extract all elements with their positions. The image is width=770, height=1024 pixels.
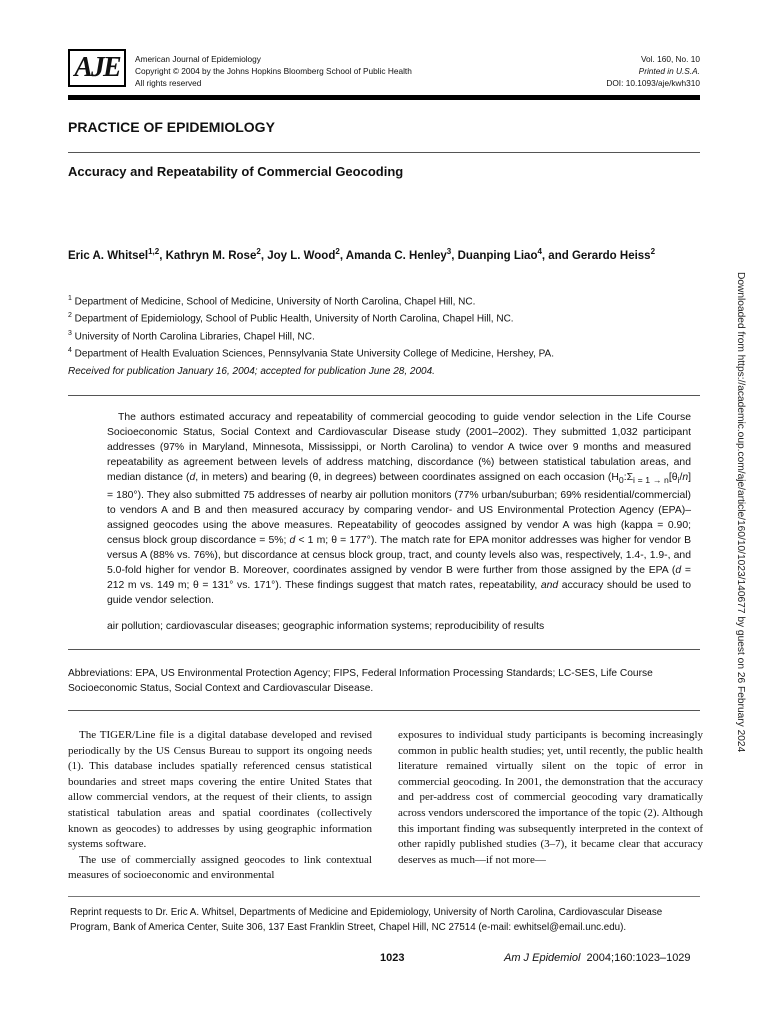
printed-location: Printed in U.S.A. [638, 66, 700, 76]
author-affiliation-marker: 2 [650, 247, 656, 256]
author-affiliation-marker: 3 [446, 247, 452, 256]
section-rule [68, 152, 700, 153]
author-affiliation-marker: 2 [335, 247, 340, 256]
journal-abbrev: Am J Epidemiol [504, 952, 581, 964]
journal-logo [68, 49, 126, 87]
abstract-text: The authors estimated accuracy and repeatability of commercial geocoding to guide vendor selection in the Life Course Socioeconomic Status, Social Context and Cardiovascular Disease study (2001–2002). They submitted 1,032 participant addresses (97% in Maryland, Minnesota, Mississippi, or North Carolina) to vendor A twice over 9 months and measured repeatability as agreement between levels of address matching, discordance (%) between statistical tabulation areas, and median distance (d, in meters) and bearing (θ, in degrees) between coordinates assigned on each occasion $(H_0:\Sigma_{i = 1 \to n}[\theta_i/n] = 180^\circ)$. They also submitted 75 addresses of nearby air pollution monitors (77% urban/suburban; 69% residential/commercial) to vendors A and B and then measured accuracy by comparing vendor- and US Environmental Protection Agency (EPA)–assigned geocodes using the above measures. Repeatability of geocodes assigned by vendor A was high (kappa = 0.90; census block group discordance = 5%; d < 1 m; θ = 177°). The match rate for EPA monitor addresses was higher for vendor B versus A (88% vs. 76%), but discordance at census block group, tract, and county levels also was, respectively, 1.4-, 1.9-, and 5.0-fold higher for vendor B. Moreover, coordinates assigned by vendor B were further from those assigned by the EPA (d = 212 m vs. 149 m; θ = 131° vs. 171°). These findings suggest that match rates, repeatability, and accuracy should be used to guide vendor selection. [107, 412, 692, 607]
download-watermark-text[interactable]: Downloaded from https://academic.oup.com/aje/article/160/10/1023/140677 by guest on 26 February 2024 [735, 272, 746, 753]
abstract-bottom-rule [68, 649, 700, 650]
abstract-top-rule [68, 395, 700, 396]
abbrev-rule [68, 710, 700, 711]
author-name: Gerardo Heiss [571, 249, 651, 262]
author-affiliation-marker: 4 [537, 247, 542, 256]
section-title: PRACTICE OF EPIDEMIOLOGY [68, 119, 275, 135]
author-name: Eric A. Whitsel [68, 249, 149, 262]
affiliation-text: Department of Epidemiology, School of Public Health, University of North Carolina, Chapel Hill, NC. [71, 313, 514, 325]
body-column-right [398, 728, 703, 868]
author-name: Amanda C. Henley [345, 249, 447, 262]
reprint-rule [68, 896, 700, 897]
body-column-left [68, 728, 372, 884]
body-paragraph: The TIGER/Line file is a digital database developed and revised periodically by the US Census Bureau to support its ongoing needs (1). This database includes spatially referenced census statistical boundaries and street maps covering the entire United States that allow commercial vendors, at the request of their clients, to assign statistical tabulation areas and spatial coordinates (collectively known as geocodes) to addresses by using geographic information systems software. [68, 729, 372, 851]
affiliation-text: Department of Health Evaluation Sciences, Pennsylvania State University College of Medicine, Hershey, PA. [71, 348, 554, 360]
journal-header-right [606, 53, 700, 89]
affiliation-list [68, 292, 554, 361]
download-watermark [730, 272, 752, 756]
doi[interactable]: DOI: 10.1093/aje/kwh310 [606, 78, 700, 88]
affiliation-text: University of North Carolina Libraries, Chapel Hill, NC. [71, 330, 315, 342]
affiliation-number: 4 [68, 346, 72, 354]
author-name: Duanping Liao [457, 249, 538, 262]
keywords: air pollution; cardiovascular diseases; geographic information systems; reproducibility of results [107, 621, 545, 632]
rights-line: All rights reserved [135, 78, 202, 88]
affiliation-number: 1 [68, 295, 72, 302]
body-paragraph: The use of commercially assigned geocodes to link contextual measures of socioeconomic and environmental [68, 853, 372, 882]
affiliation-item [68, 344, 554, 361]
journal-logo-text: AJE [74, 52, 120, 83]
copyright-line: Copyright © 2004 by the Johns Hopkins Bloomberg School of Public Health [135, 66, 412, 76]
author-affiliation-marker: 1,2 [148, 247, 160, 256]
author-name: Kathryn M. Rose [165, 249, 257, 262]
page-number: 1023 [380, 952, 405, 964]
author-list: Eric A. Whitsel$^{1,2}$, Kathryn M. Rose$^2$, Joy L. Wood$^2$, Amanda C. Henley$^3$, Duanping Liao$^4$, and Gerardo Heiss$^2$ [68, 247, 656, 262]
author-affiliation-marker: 2 [256, 247, 261, 256]
article-title: Accuracy and Repeatability of Commercial Geocoding [68, 164, 404, 179]
journal-header-left [135, 53, 412, 89]
affiliation-item [68, 327, 554, 344]
abstract [107, 410, 691, 608]
header-rule [68, 95, 700, 100]
reprint-request: Reprint requests to Dr. Eric A. Whitsel, Departments of Medicine and Epidemiology, University of North Carolina, Cardiovascular Disease Program, Bank of America Center, Suite 306, 137 East Franklin Street, Chapel Hill, NC 27514 (e-mail: ewhitsel@email.unc.edu). [70, 907, 663, 933]
footer-citation [504, 952, 691, 964]
affiliation-text: Department of Medicine, School of Medicine, University of North Carolina, Chapel Hill, NC. [71, 296, 476, 308]
affiliation-number: 3 [68, 329, 72, 337]
volume-issue: Vol. 160, No. 10 [640, 54, 700, 64]
journal-name: American Journal of Epidemiology [135, 54, 261, 64]
affiliation-item [68, 292, 554, 309]
author-name: Joy L. Wood [267, 249, 336, 262]
abbreviations: Abbreviations: EPA, US Environmental Protection Agency; FIPS, Federal Information Processing Standards; LC-SES, Life Course Socioeconomic Status, Social Context and Cardiovascular Disease. [68, 668, 653, 694]
affiliation-item [68, 309, 554, 326]
affiliation-number: 2 [68, 312, 72, 320]
received-dates: Received for publication January 16, 2004; accepted for publication June 28, 2004. [68, 366, 435, 377]
citation-volume: 2004;160:1023–1029 [586, 952, 691, 964]
download-watermark-svg [730, 272, 752, 756]
body-paragraph: exposures to individual study participants is becoming increasingly common in public health studies; yet, until recently, the public health literature remained virtually silent on the topic of error in commercial geocoding. In 2001, the demonstration that the accuracy and per-address cost of commercial geocoding vary dramatically across vendors underscored the importance of the topic (2). Although this important finding was subsequently interpreted in the context of other rapidly published studies (3–7), it became clear that accuracy deserves as much—if not more— [398, 729, 703, 866]
